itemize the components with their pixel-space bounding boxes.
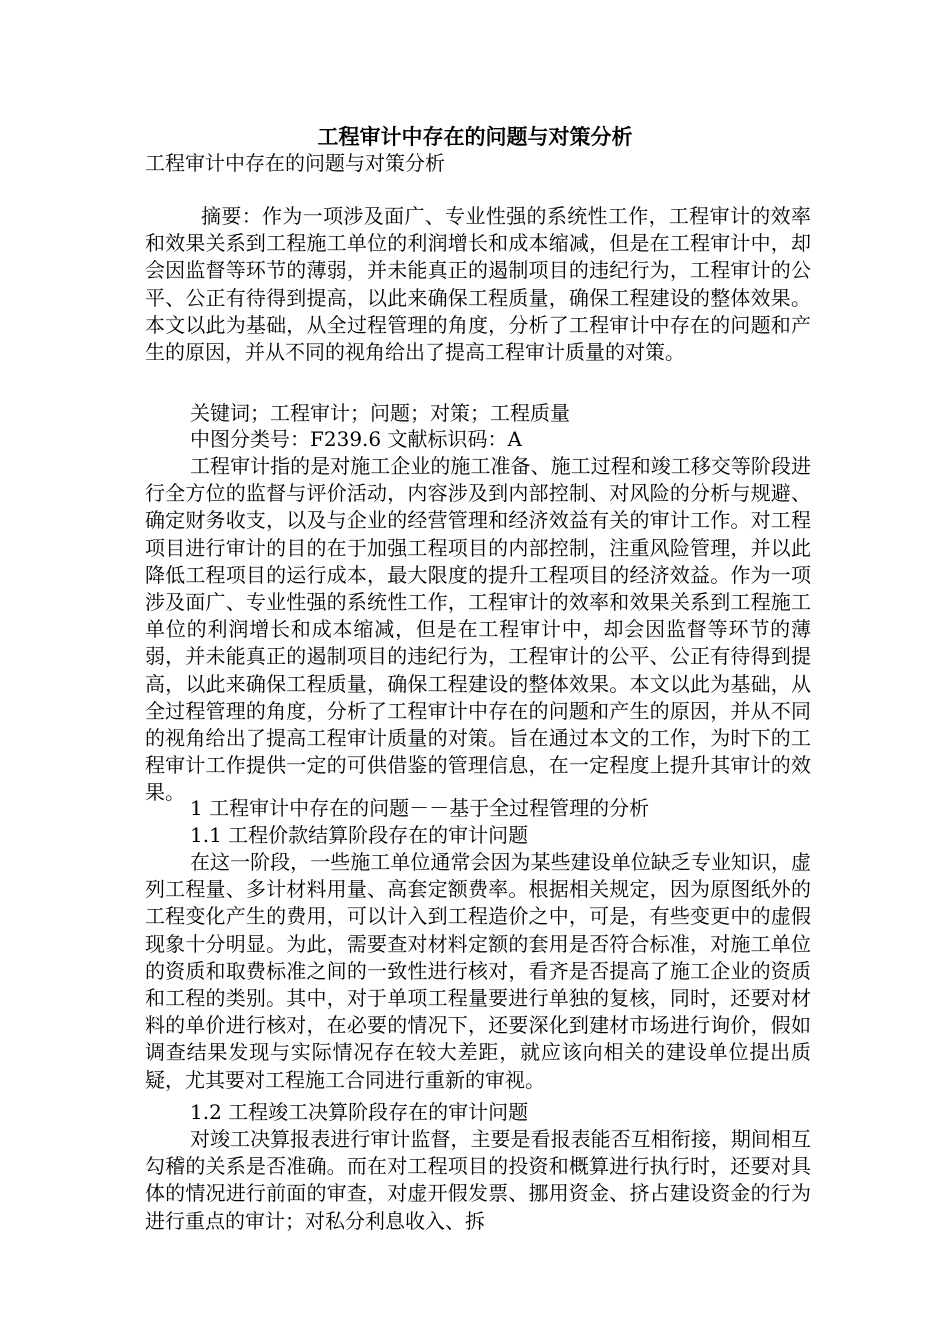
document-subtitle: 工程审计中存在的问题与对策分析 — [145, 151, 445, 175]
section-1-1-heading: 1.1 工程价款结算阶段存在的审计问题 — [190, 823, 529, 847]
keywords-line: 关键词；工程审计；问题；对策；工程质量 — [190, 401, 570, 425]
section-1-1-paragraph: 在这一阶段，一些施工单位通常会因为某些建设单位缺乏专业知识，虚列工程量、多计材料用量、高套定额费率。根据相关规定，因为原图纸外的工程变化产生的费用，可以计入到工程造价之中，可是，有些变更中的虚假现象十分明显。为此，需要查对材料定额的套用是否符合标准，对施工单位的资质和取费标准之间的一致性进行核对，看齐是否提高了施工企业的资质和工程的类别。其中，对于单项工程量要进行单独的复核，同时，还要对材料的单价进行核对，在必要的情况下，还要深化到建材市场进行询价，假如调查结果发现与实际情况存在较大差距，就应该向相关的建设单位提出质疑，尤其要对工程施工合同进行重新的审视。 — [145, 850, 811, 1092]
section-1-heading: 1 工程审计中存在的问题－－基于全过程管理的分析 — [190, 796, 650, 820]
document-title: 工程审计中存在的问题与对策分析 — [317, 125, 633, 149]
section-1-2-paragraph: 对竣工决算报表进行审计监督，主要是看报表能否互相衔接，期间相互勾稽的关系是否准确。而在对工程项目的投资和概算进行执行时，还要对具体的情况进行前面的审查，对虚开假发票、挪用资金、挤占建设资金的行为进行重点的审计；对私分利息收入、拆 — [145, 1127, 811, 1233]
section-1-2-heading: 1.2 工程竣工决算阶段存在的审计问题 — [190, 1100, 529, 1124]
classification-line: 中图分类号：F239.6 文献标识码：A — [190, 427, 522, 451]
intro-paragraph: 工程审计指的是对施工企业的施工准备、施工过程和竣工移交等阶段进行全方位的监督与评价活动，内容涉及到内部控制、对风险的分析与规避、确定财务收支，以及与企业的经营管理和经济效益有关的审计工作。对工程项目进行审计的目的在于加强工程项目的内部控制，注重风险管理，并以此降低工程项目的运行成本，最大限度的提升工程项目的经济效益。作为一项涉及面广、专业性强的系统性工作，工程审计的效率和效果关系到工程施工单位的利润增长和成本缩减，但是在工程审计中，却会因监督等环节的薄弱，并未能真正的遏制项目的违纪行为，工程审计的公平、公正有待得到提高，以此来确保工程质量，确保工程建设的整体效果。本文以此为基础，从全过程管理的角度，分析了工程审计中存在的问题和产生的原因，并从不同的视角给出了提高工程审计质量的对策。旨在通过本文的工作，为时下的工程审计工作提供一定的可供借鉴的管理信息，在一定程度上提升其审计的效果。 — [145, 454, 811, 805]
abstract-paragraph: 摘要：作为一项涉及面广、专业性强的系统性工作，工程审计的效率和效果关系到工程施工单位的利润增长和成本缩减，但是在工程审计中，却会因监督等环节的薄弱，并未能真正的遏制项目的违纪行为，工程审计的公平、公正有待得到提高，以此来确保工程质量，确保工程建设的整体效果。本文以此为基础，从全过程管理的角度，分析了工程审计中存在的问题和产生的原因，并从不同的视角给出了提高工程审计质量的对策。 — [145, 204, 811, 365]
